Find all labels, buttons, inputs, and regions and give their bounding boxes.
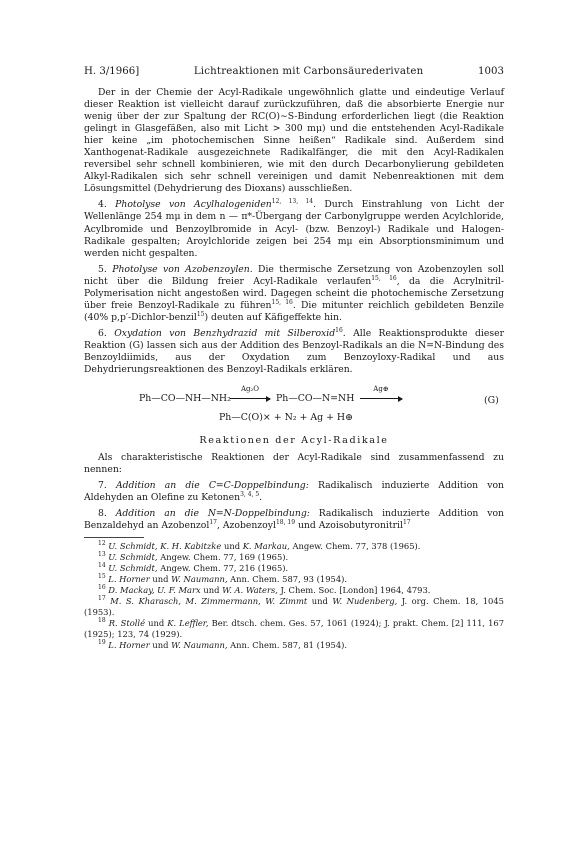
footnotes — [84, 541, 504, 651]
reaction-tag: (G) — [484, 395, 499, 407]
item-5-paragraph — [84, 264, 504, 324]
footnote-authors: D. Mackay, U. F. Marx — [108, 585, 201, 596]
footnote-authors-2: W. Naumann, — [171, 640, 228, 651]
item-8-title: Addition an die N=N-Doppelbindung: — [115, 508, 310, 520]
footnote-conj: und — [149, 640, 172, 651]
item-5-ref-a: 15, 16 — [371, 274, 397, 282]
item-5-text-a: Die thermische Zersetzung von Azobenzoylen soll nicht über die Bildung freier Acyl-Radikale verlaufen — [84, 263, 504, 287]
footnote-authors-2: W. Naumann, — [171, 574, 228, 585]
reaction-arrow-1-label: Ag₂O — [240, 385, 260, 394]
section-intro: Als charakteristische Reaktionen der Acyl-Radikale sind zusammenfassend zu nennen: — [84, 452, 504, 476]
item-8-ref-a: 17 — [209, 519, 217, 527]
footnote-number: 15 — [98, 573, 106, 581]
footnote — [84, 585, 504, 596]
footnote-conj: und — [145, 618, 168, 629]
footnote-authors: U. Schmidt, — [108, 552, 158, 563]
item-6-number: 6. — [98, 327, 107, 339]
footnote-authors: M. S. Kharasch, M. Zimmermann, W. Zimmt — [110, 596, 308, 607]
section-heading: Reaktionen der Acyl-Radikale — [199, 435, 389, 447]
reaction-intermediate: Ph—CO—N=NH — [276, 393, 355, 405]
footnote-conj: und — [221, 541, 243, 552]
item-8-text-c: und Azoisobutyronitril — [295, 520, 403, 532]
reaction-arrow-2-label: Ag⊕ — [373, 385, 389, 394]
footnote-citation: J. Chem. Soc. [London] 1964, 4793. — [277, 585, 431, 596]
item-4-text: . Durch Einstrahlung von Licht der Wellenlänge 254 mμ in dem n — π*-Übergang der Carbonylgruppe werden Acylchloride, Acylbromide und Benzoylbromide in Acyl- (bzw. Benzoyl-) Radikale und Halogen-Radikale gespalten; Aroylchloride zeigen bei 254 mμ ein Absorptionsminimum und werden nicht gespalten. — [84, 199, 504, 259]
footnote-citation: Ber. dtsch. chem. Ges. 57, 1061 (1924); J. prakt. Chem. [2] 111, 167 (1925); 123, 74 (1929). — [84, 618, 504, 640]
item-8-ref-b: 18, 19 — [275, 519, 296, 527]
item-4-number: 4. — [98, 199, 107, 211]
footnote-number: 14 — [98, 562, 106, 570]
footnote-number: 13 — [98, 551, 106, 559]
footnote-number: 12 — [98, 540, 106, 548]
footnote-number: 18 — [98, 617, 106, 625]
footnote-authors: L. Horner — [108, 640, 150, 651]
item-5-text-d: ) deuten auf Käfigeffekte hin. — [204, 311, 342, 323]
reaction-arrow-2 — [360, 385, 402, 403]
item-4-paragraph — [84, 199, 504, 259]
reaction-arrow-1 — [230, 385, 270, 403]
reaction-reactant: Ph—CO—NH—NH₂ — [139, 393, 231, 405]
footnote-authors-2: K. Markau, — [242, 541, 290, 552]
running-header — [84, 66, 504, 77]
item-8-paragraph — [84, 508, 504, 532]
footnote-authors-2: K. Leffler, — [167, 618, 209, 629]
footnote-citation: J. org. Chem. 18, 1045 (1953). — [84, 596, 504, 618]
footnote-citation: Angew. Chem. 77, 169 (1965). — [157, 552, 289, 563]
footnote-authors-2: W. Nudenberg, — [332, 596, 398, 607]
item-8-ref-c: 17 — [402, 519, 411, 527]
reaction-scheme — [84, 383, 504, 427]
journal-issue: H. 3/1966] — [84, 66, 140, 77]
footnote-citation: Ann. Chem. 587, 81 (1954). — [227, 640, 348, 651]
footnote-authors: U. Schmidt, K. H. Kabitzke — [108, 541, 222, 552]
item-8-text-a: Radikalisch induzierte Addition von Benzaldehyd an Azobenzol — [84, 508, 504, 532]
item-5-ref-b: 15, 16 — [271, 298, 293, 306]
item-7-paragraph — [84, 480, 504, 504]
footnote-citation: Ann. Chem. 587, 93 (1954). — [227, 574, 348, 585]
footnote-conj: und — [307, 596, 333, 607]
footnote-authors: R. Stollé — [108, 618, 146, 629]
running-title: Lichtreaktionen mit Carbonsäurederivaten — [193, 66, 424, 77]
item-6-ref: 16 — [335, 326, 343, 334]
item-5-number: 5. — [98, 263, 107, 275]
footnote-conj: und — [149, 574, 172, 585]
page — [84, 66, 504, 651]
footnote-authors-2: W. A. Waters, — [222, 585, 278, 596]
item-6-title: Oxydation von Benzhydrazid mit Silberoxid — [114, 327, 336, 339]
footnote-authors: U. Schmidt, — [108, 563, 158, 574]
item-7-number: 7. — [98, 480, 107, 492]
item-6-text: . Alle Reaktionsprodukte dieser Reaktion (G) lassen sich aus der Addition des Benzoyl-Radikals an die N=N-Bindung des Benzoyldiimids, aus der Oxydation zum Benzoyloxy-Radikal und aus Dehydrierungsreaktionen des Benzoyl-Radikals erklären. — [84, 327, 504, 376]
footnote-conj: und — [200, 585, 223, 596]
item-8-number: 8. — [98, 508, 107, 520]
item-4-title: Photolyse von Acylhalogeniden — [115, 199, 272, 211]
item-7-text: Radikalisch induzierte Addition von Aldehyden an Olefine zu Ketonen — [84, 480, 504, 504]
footnote — [84, 640, 504, 651]
item-5-ref-c: 15 — [196, 310, 205, 318]
page-number: 1003 — [478, 66, 504, 77]
item-7-refs: 3, 4, 5 — [240, 491, 260, 499]
item-5-title: Photolyse von Azobenzoylen. — [112, 263, 253, 275]
footnote — [84, 618, 504, 640]
item-6-paragraph — [84, 328, 504, 376]
item-5-text-c: . Die mitunter reichlich gebildeten Benzile (40% p,p′-Dichlor-benzil — [84, 299, 504, 323]
footnote-number: 19 — [98, 639, 106, 647]
reaction-products: Ph—C(O)× + N₂ + Ag + H⊕ — [219, 412, 353, 424]
item-7-end: . — [259, 492, 263, 504]
item-4-refs: 12, 13, 14 — [271, 198, 314, 206]
item-5-text-b: , da die Acrylnitril-Polymerisation nicht angestoßen wird. Dagegen scheint die photochemische Zersetzung über freie Benzoyl-Radikale zu führen — [84, 275, 505, 311]
footnote — [84, 596, 504, 618]
item-7-title: Addition an die C=C-Doppelbindung: — [115, 480, 309, 492]
footnote — [84, 541, 504, 552]
footnote-authors: L. Horner — [108, 574, 150, 585]
footnote — [84, 552, 504, 563]
footnote-citation: Angew. Chem. 77, 216 (1965). — [157, 563, 289, 574]
footnote-divider — [84, 537, 144, 538]
intro-paragraph: Der in der Chemie der Acyl-Radikale ungewöhnlich glatte und eindeutige Verlauf dieser Reaktion ist vielleicht darauf zurückzuführen, daß die absorbierte Energie nur wenig über der zur Spaltung der RC(O)∼S-Bindung erforderlichen liegt (die Reaktion gelingt in Glasgefäßen, also mit Licht > 300 mμ) und die entstehenden Acyl-Radikale hier keine „im photochemischen Sinne heißen“ Radikale sind. Außerdem sind Xanthogenat-Radikale ausgezeichnete Radikalfänger, die mit den Acyl-Radikalen reversibel sehr schnell kombinieren, wie mit den durch Decarbonylierung gebildeten Alkyl-Radikalen sich sehr schnell vereinigen und damit Nebenreaktionen mit dem Lösungsmittel (Dehydrierung des Dioxans) ausschließen. — [84, 87, 504, 195]
item-8-text-b: , Azobenzoyl — [216, 520, 276, 532]
footnote — [84, 563, 504, 574]
footnote-number: 17 — [98, 595, 106, 603]
footnote-number: 16 — [98, 584, 106, 592]
footnote-citation: Angew. Chem. 77, 378 (1965). — [289, 541, 421, 552]
footnote — [84, 574, 504, 585]
